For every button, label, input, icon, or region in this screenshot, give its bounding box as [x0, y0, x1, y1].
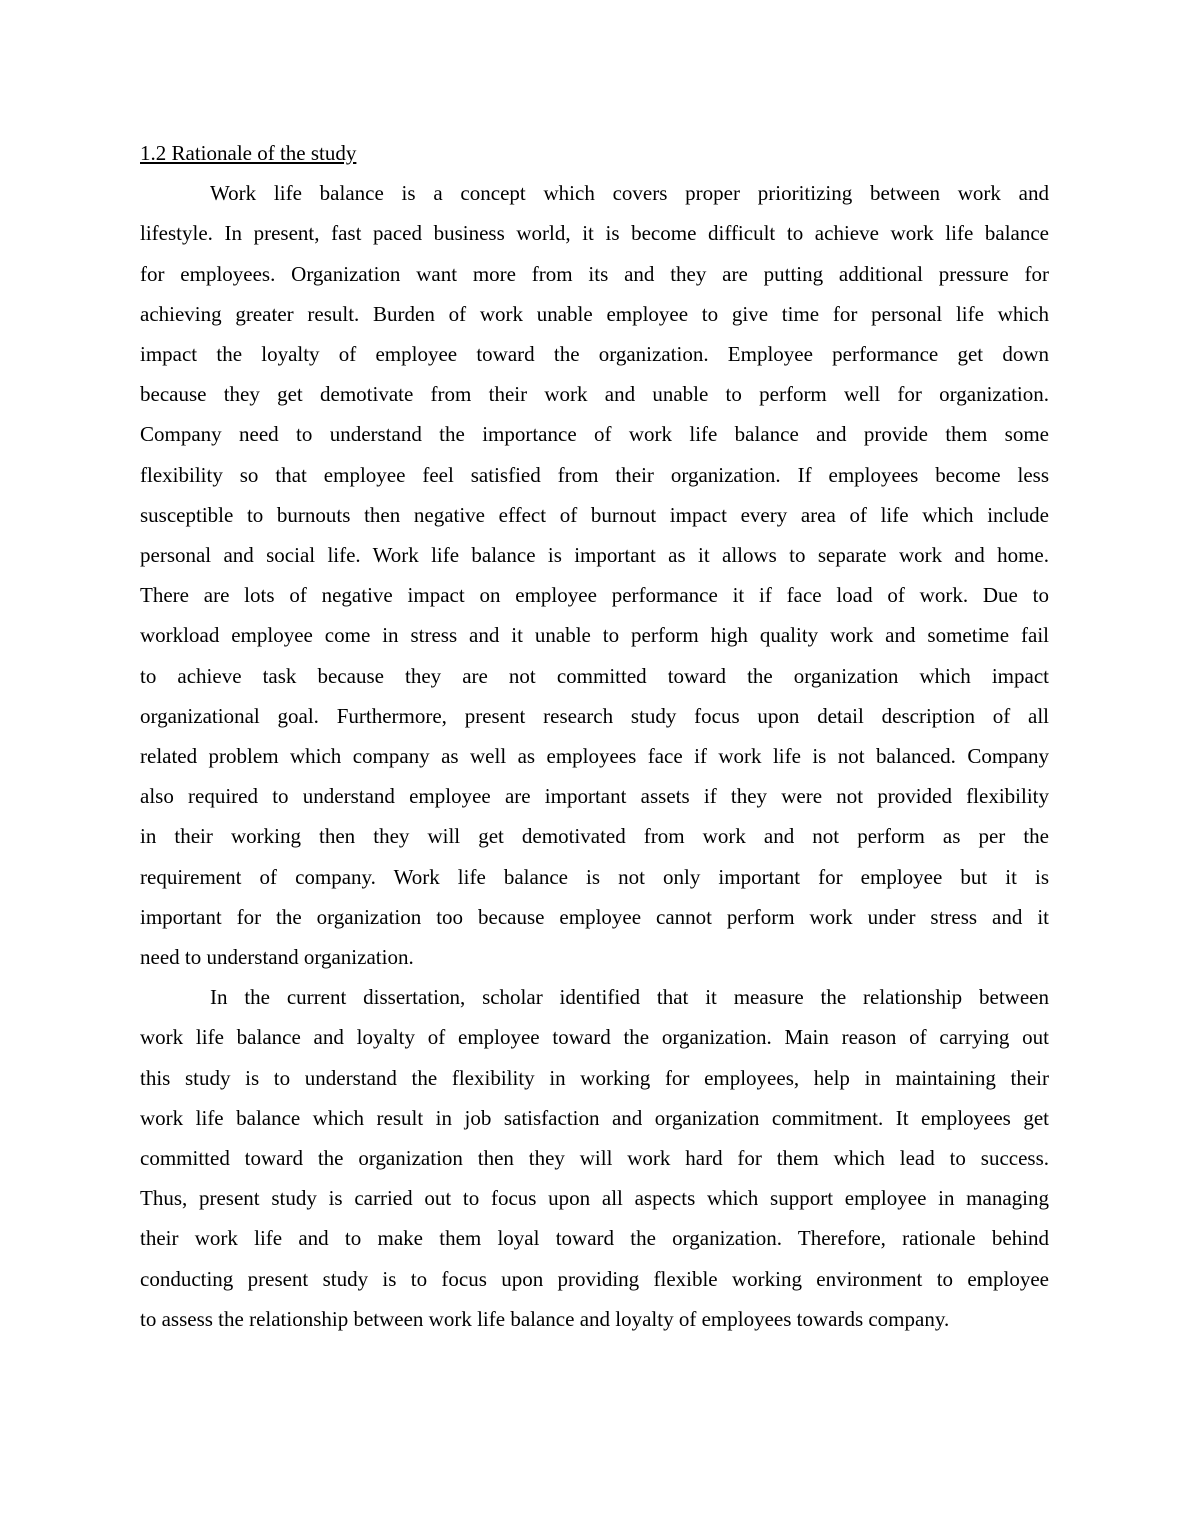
paragraph-line: important for the organization too because employee cannot perform work under stress and it: [140, 904, 1049, 929]
paragraph-line: Company need to understand the importance of work life balance and provide them some: [140, 422, 1049, 447]
paragraph-line: workload employee come in stress and it unable to perform high quality work and sometime fail: [140, 623, 1049, 648]
paragraph-line: impact the loyalty of employee toward the organization. Employee performance get down: [140, 342, 1049, 367]
paragraph: [140, 173, 1049, 977]
paragraph-line: Work life balance is a concept which covers proper prioritizing between work and: [210, 181, 1049, 206]
paragraph-line: also required to understand employee are important assets if they were not provided flexibility: [140, 784, 1049, 809]
paragraph-line: conducting present study is to focus upon providing flexible working environment to employee: [140, 1266, 1049, 1291]
paragraph-line: need to understand organization.: [140, 945, 414, 970]
paragraph-line: There are lots of negative impact on employee performance it if face load of work. Due to: [140, 583, 1049, 608]
paragraph-line: requirement of company. Work life balance is not only important for employee but it is: [140, 864, 1049, 889]
paragraph-line: In the current dissertation, scholar identified that it measure the relationship between: [210, 985, 1049, 1010]
paragraph-line: susceptible to burnouts then negative effect of burnout impact every area of life which include: [140, 502, 1049, 527]
paragraph-line: their work life and to make them loyal toward the organization. Therefore, rationale behind: [140, 1226, 1049, 1251]
paragraph-line: work life balance which result in job satisfaction and organization commitment. It employees get: [140, 1105, 1049, 1130]
document-body: [140, 133, 1049, 1339]
section-heading: 1.2 Rationale of the study: [140, 141, 357, 165]
paragraph-line: flexibility so that employee feel satisfied from their organization. If employees become less: [140, 462, 1049, 487]
paragraph-line: lifestyle. In present, fast paced business world, it is become difficult to achieve work life balance: [140, 221, 1049, 246]
paragraph-line: organizational goal. Furthermore, present research study focus upon detail description of all: [140, 703, 1049, 728]
paragraph-line: related problem which company as well as employees face if work life is not balanced. Company: [140, 744, 1049, 769]
paragraph-line: Thus, present study is carried out to focus upon all aspects which support employee in managing: [140, 1186, 1049, 1211]
paragraph-line: for employees. Organization want more from its and they are putting additional pressure for: [140, 261, 1049, 286]
paragraph-line: personal and social life. Work life balance is important as it allows to separate work and home.: [140, 543, 1049, 568]
paragraph-line: this study is to understand the flexibility in working for employees, help in maintaining their: [140, 1065, 1049, 1090]
paragraph-line: to assess the relationship between work life balance and loyalty of employees towards company.: [140, 1306, 950, 1331]
paragraph-line: in their working then they will get demotivated from work and not perform as per the: [140, 824, 1049, 849]
paragraph-line: committed toward the organization then they will work hard for them which lead to success.: [140, 1146, 1049, 1171]
paragraph-line: to achieve task because they are not committed toward the organization which impact: [140, 663, 1049, 688]
paragraph-line: work life balance and loyalty of employee toward the organization. Main reason of carrying out: [140, 1025, 1049, 1050]
paragraph-line: because they get demotivate from their work and unable to perform well for organization.: [140, 382, 1049, 407]
paragraph: [140, 977, 1049, 1339]
paragraph-line: achieving greater result. Burden of work unable employee to give time for personal life which: [140, 301, 1049, 326]
